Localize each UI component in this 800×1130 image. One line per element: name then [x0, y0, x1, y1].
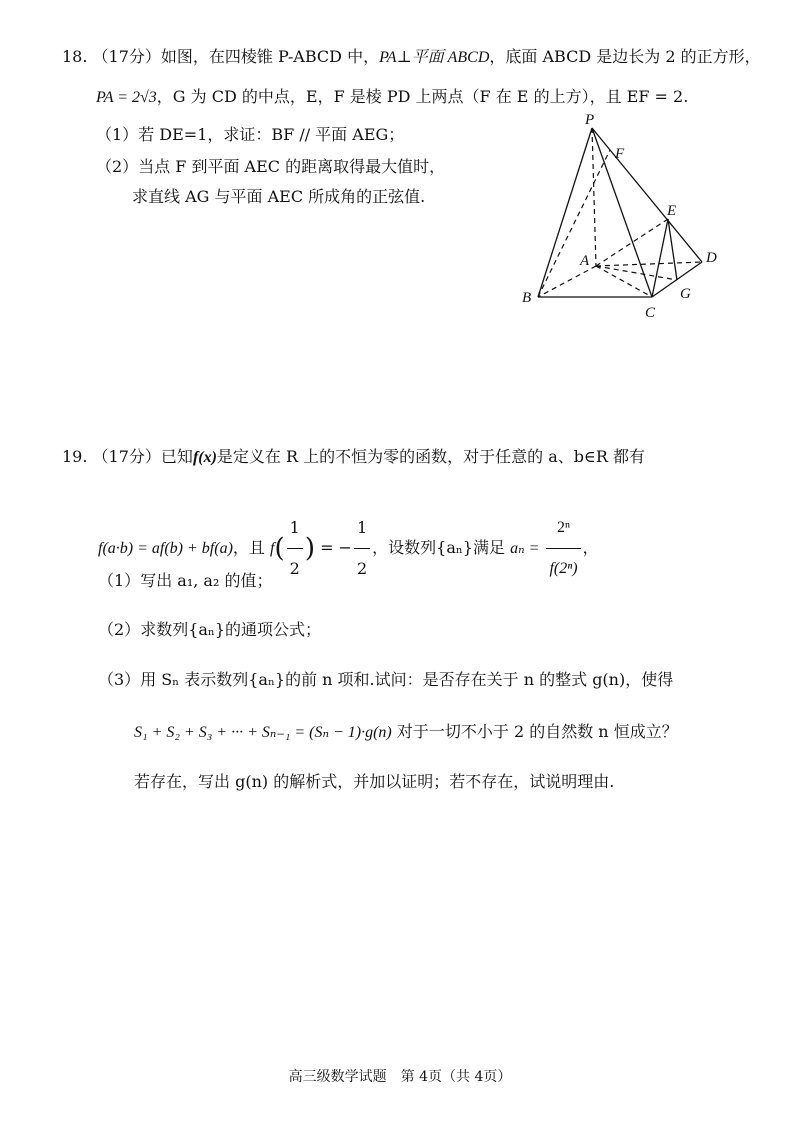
q19-part1-label: （1）: [98, 571, 141, 590]
edge-pc: [592, 128, 652, 297]
q18-intro-b: ，底面 ABCD 是边长为 2 的正方形，: [489, 47, 761, 66]
q19-seq-intro: ，设数列{aₙ}满足: [372, 538, 505, 557]
q18-line1: [62, 46, 761, 69]
edge-ce: [652, 219, 668, 297]
q19-part3-eq-line: [134, 721, 678, 744]
label-d: D: [706, 250, 717, 266]
page-footer: 高三级数学试题 第 4页（共 4页）: [288, 1069, 512, 1085]
q19-f-half-val: = −: [320, 538, 352, 557]
q19-part2: [98, 619, 321, 641]
label-f: F: [615, 146, 625, 162]
q18-part2: [96, 156, 445, 178]
q19-part3-last-text: 若存在，写出 g(n) 的解析式，并加以证明；若不存在，试说明理由.: [134, 772, 615, 791]
q19-an-den: f(2ⁿ): [546, 548, 580, 589]
q18-part2-label: （2）: [96, 157, 139, 176]
q19-part2-text: 求数列{aₙ}的通项公式；: [140, 620, 322, 639]
edge-ag: [596, 266, 677, 280]
q18-line2: [96, 86, 688, 109]
q19-part1-text: 写出 a₁, a₂ 的值；: [140, 571, 273, 590]
label-c: C: [645, 305, 656, 321]
q18-score: （17分）: [92, 47, 161, 66]
q19-number: 19.: [62, 447, 88, 466]
q19-half-fraction: [287, 508, 303, 589]
edge-ab: [538, 266, 596, 297]
q19-part3-label: （3）: [98, 670, 141, 689]
q18-part2-text: 当点 F 到平面 AEC 的距离取得最大值时，: [138, 157, 446, 176]
q19-half-den: 2: [287, 548, 303, 589]
edge-pd: [592, 128, 702, 262]
q19-fx: f(x): [192, 449, 217, 466]
q19-neghalf-den: 2: [354, 548, 370, 589]
edge-cd: [652, 262, 702, 297]
label-g: G: [680, 286, 691, 302]
q19-an-fraction: [546, 508, 580, 589]
q18-part2-text2: 求直线 AG 与平面 AEC 所成角的正弦值.: [132, 187, 426, 206]
q18-line2-b: ，G 为 CD 的中点，E，F 是棱 PD 上两点（F 在 E 的上方），且 EF = 2.: [156, 87, 689, 106]
q19-and: ，且: [232, 538, 265, 557]
q19-line2: f(a·b) = af(b) + bf(a)，且 f( $\frac{1}{2}$ ) = − $\frac{1}{2}$ ，设数列{aₙ}满足 aₙ = $\frac{\text{2ⁿ}}{\text{f(2ⁿ)}}$ ，: [98, 508, 599, 589]
q19-part3-text: 用 Sₙ 表示数列{aₙ}的前 n 项和.试问：是否存在关于 n 的整式 g(n)，使得: [140, 670, 674, 689]
q19-score: （17分）: [92, 447, 161, 466]
edge-pb: [538, 128, 592, 297]
q19-part3: [98, 669, 673, 691]
q19-intro-b: 是定义在 R 上的不恒为零的函数，对于任意的 a、b∈R 都有: [216, 447, 645, 466]
q18-part1-text: 若 DE=1，求证：BF // 平面 AEG；: [138, 125, 405, 144]
edge-pa: [592, 128, 596, 266]
q18-number: 18.: [62, 47, 88, 66]
q19-part2-label: （2）: [98, 620, 141, 639]
label-e: E: [667, 203, 677, 219]
q18-part2-cont: [132, 186, 425, 208]
q19-comma: ，: [582, 538, 599, 557]
q19-part3-eq: S₁ + S₂ + S₃ + ··· + Sₙ₋₁ = (Sₙ − 1)·g(n): [134, 724, 392, 741]
q18-part1-label: （1）: [96, 125, 139, 144]
edge-ad: [596, 262, 702, 266]
q18-pa-perp: PA⊥平面 ABCD: [379, 49, 490, 66]
q19-part3-last: [134, 771, 614, 793]
q19-neghalf-num: 1: [356, 518, 368, 537]
edge-eg: [668, 219, 677, 280]
q19-an-lhs: aₙ =: [510, 540, 540, 557]
q19-half-num: 1: [289, 518, 300, 537]
q18-intro-a: 如图，在四棱锥 P-ABCD 中，: [160, 47, 380, 66]
edge-bf: [538, 150, 610, 297]
q19-an-num: 2ⁿ: [557, 519, 571, 536]
q19-part3-eq-tail: 对于一切不小于 2 的自然数 n 恒成立？: [396, 722, 678, 741]
label-b: B: [522, 290, 532, 306]
q19-line1: [62, 446, 645, 469]
q18-part1: [96, 124, 404, 146]
q19-neg-half-fraction: [354, 508, 370, 589]
label-p: P: [585, 112, 595, 128]
label-a: A: [580, 253, 590, 269]
q19-part1: [98, 570, 272, 592]
q19-f-half: f: [270, 540, 275, 557]
q19-functional-eq: f(a·b) = af(b) + bf(a): [98, 540, 233, 557]
q18-pa-eq: PA = 2√3: [96, 89, 157, 106]
q19-intro-a: 已知: [160, 447, 193, 466]
edge-ae: [596, 219, 668, 266]
edge-ac: [596, 266, 652, 297]
